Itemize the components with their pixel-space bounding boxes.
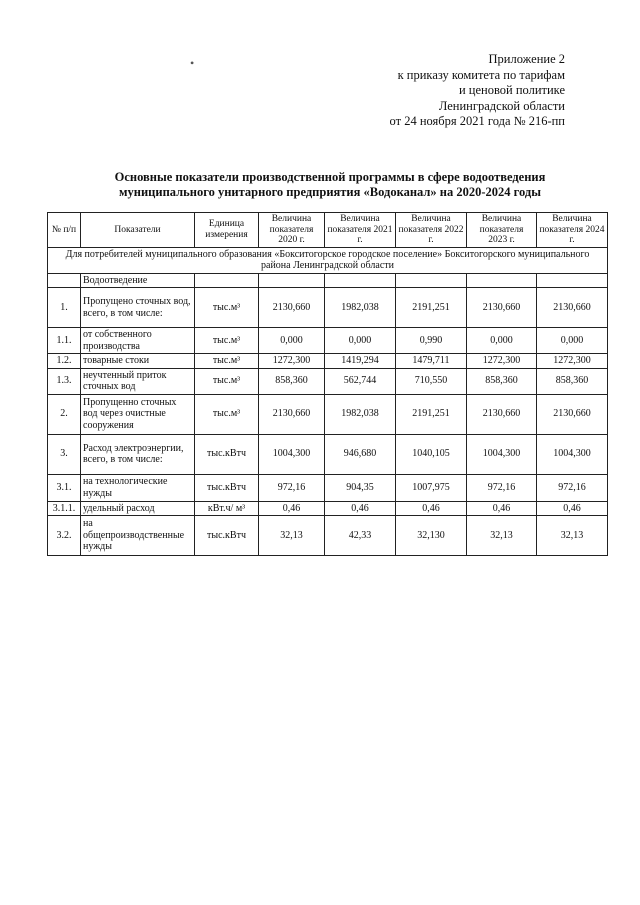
row-num: 3.2.: [48, 516, 81, 556]
table-header-row: [48, 213, 608, 248]
row-unit: тыс.м³: [195, 368, 259, 394]
value-2021: 1982,038: [325, 288, 396, 328]
table-row: [48, 328, 608, 354]
value-2024: 0,000: [537, 328, 608, 354]
section-empty-cell: [537, 273, 608, 288]
section-empty-cell: [396, 273, 467, 288]
appendix-line-5: от 24 ноября 2021 года № 216-пп: [389, 114, 565, 128]
value-2023: 0,46: [467, 501, 537, 516]
document-title: [70, 170, 590, 200]
table-row: [48, 288, 608, 328]
indicators-table: [47, 212, 608, 556]
value-2024: 0,46: [537, 501, 608, 516]
row-num: 2.: [48, 394, 81, 434]
row-unit: кВт.ч/ м³: [195, 501, 259, 516]
section-num-cell: [48, 273, 81, 288]
section-empty-cell: [259, 273, 325, 288]
row-name: на технологические нужды: [81, 474, 195, 501]
header-2022: Величина показателя 2022 г.: [396, 213, 467, 248]
value-2021: 0,46: [325, 501, 396, 516]
table-row: [48, 354, 608, 369]
table-row: [48, 368, 608, 394]
value-2022: 1007,975: [396, 474, 467, 501]
appendix-line-1: Приложение 2: [488, 52, 565, 66]
value-2024: 972,16: [537, 474, 608, 501]
value-2022: 1479,711: [396, 354, 467, 369]
table-row: [48, 501, 608, 516]
value-2022: 0,46: [396, 501, 467, 516]
value-2024: 1004,300: [537, 434, 608, 474]
value-2021: 904,35: [325, 474, 396, 501]
section-row: [48, 273, 608, 288]
value-2020: 1272,300: [259, 354, 325, 369]
header-num: № п/п: [48, 213, 81, 248]
row-name: Расход электроэнергии, всего, в том числе:: [81, 434, 195, 474]
value-2021: 946,680: [325, 434, 396, 474]
value-2023: 858,360: [467, 368, 537, 394]
value-2022: 0,990: [396, 328, 467, 354]
value-2023: 1272,300: [467, 354, 537, 369]
row-unit: тыс.кВтч: [195, 474, 259, 501]
row-name: Пропущено сточных вод, всего, в том числе:: [81, 288, 195, 328]
header-unit: Единица измерения: [195, 213, 259, 248]
value-2020: 2130,660: [259, 394, 325, 434]
value-2022: 1040,105: [396, 434, 467, 474]
row-unit: тыс.м³: [195, 288, 259, 328]
value-2023: 1004,300: [467, 434, 537, 474]
value-2020: 858,360: [259, 368, 325, 394]
header-name: Показатели: [81, 213, 195, 248]
consumers-cell: Для потребителей муниципального образования «Бокситогорское городское поселение» Бокситогорского муниципального района Ленинградской области: [48, 247, 608, 273]
value-2024: 32,13: [537, 516, 608, 556]
value-2020: 1004,300: [259, 434, 325, 474]
table-row: [48, 516, 608, 556]
appendix-line-4: Ленинградской области: [438, 98, 565, 113]
table-row: [48, 394, 608, 434]
value-2024: 1272,300: [537, 354, 608, 369]
row-num: 3.: [48, 434, 81, 474]
row-name: товарные стоки: [81, 354, 195, 369]
row-name: удельный расход: [81, 501, 195, 516]
row-num: 3.1.: [48, 474, 81, 501]
value-2024: 858,360: [537, 368, 608, 394]
header-2024: Величина показателя 2024 г.: [537, 213, 608, 248]
value-2024: 2130,660: [537, 288, 608, 328]
value-2023: 0,000: [467, 328, 537, 354]
value-2021: 42,33: [325, 516, 396, 556]
value-2023: 2130,660: [467, 288, 537, 328]
value-2023: 32,13: [467, 516, 537, 556]
table-row: [48, 474, 608, 501]
value-2020: 2130,660: [259, 288, 325, 328]
row-num: 1.: [48, 288, 81, 328]
row-unit: тыс.кВтч: [195, 434, 259, 474]
row-unit: тыс.м³: [195, 328, 259, 354]
appendix-line-3: и ценовой политике: [458, 83, 565, 97]
row-name: от собственного производства: [81, 328, 195, 354]
row-unit: тыс.кВтч: [195, 516, 259, 556]
consumers-row: [48, 247, 608, 273]
title-line-1: Основные показатели производственной программы в сфере водоотведения: [114, 170, 546, 184]
scan-mark: •: [190, 56, 195, 70]
value-2021: 0,000: [325, 328, 396, 354]
row-unit: тыс.м³: [195, 394, 259, 434]
row-name: на общепроизводственные нужды: [81, 516, 195, 556]
row-num: 1.1.: [48, 328, 81, 354]
value-2020: 0,46: [259, 501, 325, 516]
row-name: Пропущенно сточных вод через очистные сооружения: [81, 394, 195, 434]
appendix-block: [355, 52, 565, 130]
section-empty-cell: [325, 273, 396, 288]
value-2022: 710,550: [396, 368, 467, 394]
value-2020: 32,13: [259, 516, 325, 556]
value-2020: 972,16: [259, 474, 325, 501]
table-row: [48, 434, 608, 474]
row-num: 3.1.1.: [48, 501, 81, 516]
section-cell: Водоотведение: [81, 273, 195, 288]
row-name: неучтенный приток сточных вод: [81, 368, 195, 394]
value-2020: 0,000: [259, 328, 325, 354]
header-2021: Величина показателя 2021 г.: [325, 213, 396, 248]
value-2021: 562,744: [325, 368, 396, 394]
row-num: 1.3.: [48, 368, 81, 394]
header-2023: Величина показателя 2023 г.: [467, 213, 537, 248]
value-2023: 972,16: [467, 474, 537, 501]
section-empty-cell: [195, 273, 259, 288]
row-num: 1.2.: [48, 354, 81, 369]
value-2022: 32,130: [396, 516, 467, 556]
header-2020: Величина показателя 2020 г.: [259, 213, 325, 248]
value-2023: 2130,660: [467, 394, 537, 434]
title-line-2: муниципального унитарного предприятия «Водоканал» на 2020-2024 годы: [119, 185, 541, 199]
value-2021: 1419,294: [325, 354, 396, 369]
appendix-line-2: к приказу комитета по тарифам: [397, 67, 565, 82]
row-unit: тыс.м³: [195, 354, 259, 369]
value-2022: 2191,251: [396, 394, 467, 434]
value-2024: 2130,660: [537, 394, 608, 434]
value-2021: 1982,038: [325, 394, 396, 434]
section-empty-cell: [467, 273, 537, 288]
value-2022: 2191,251: [396, 288, 467, 328]
